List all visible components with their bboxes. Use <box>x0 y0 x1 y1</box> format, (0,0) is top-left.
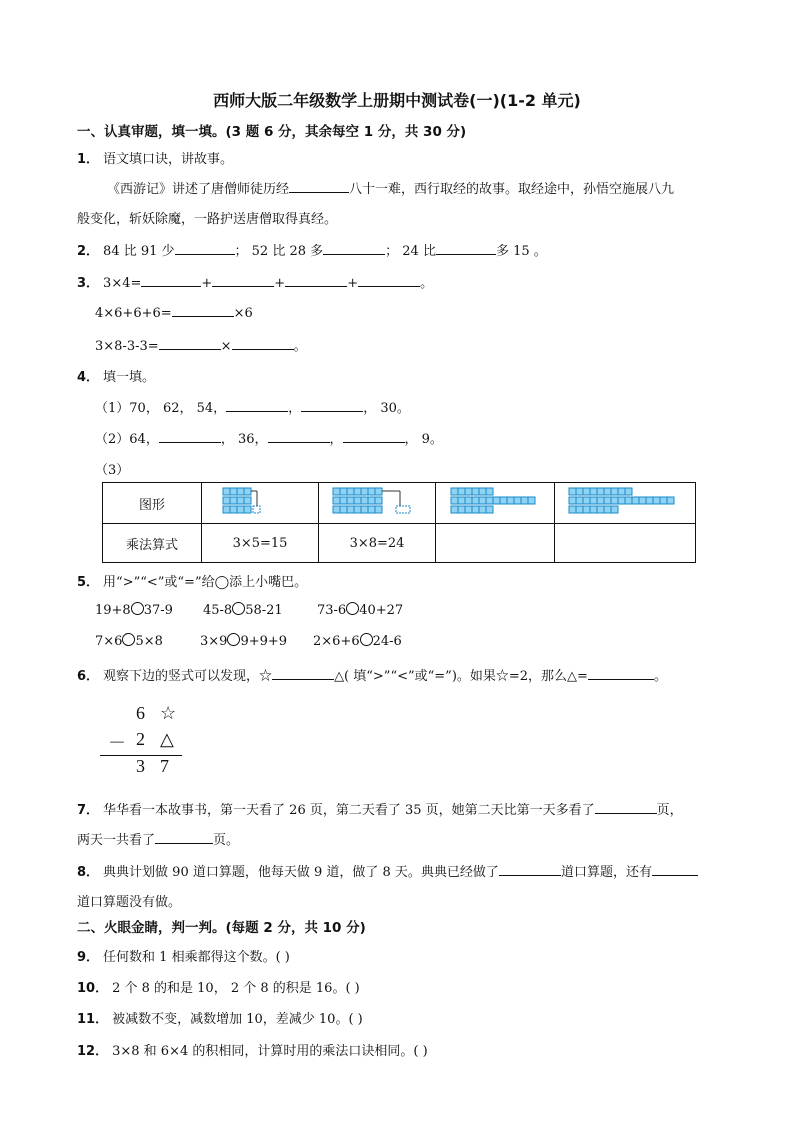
answer-blank[interactable] <box>652 863 698 876</box>
block <box>375 506 382 513</box>
text: 5×8 <box>135 634 163 649</box>
row-label: 乘法算式 <box>103 524 202 563</box>
block <box>223 497 230 504</box>
block <box>340 506 347 513</box>
block <box>479 497 486 504</box>
question-8 <box>77 861 698 880</box>
question-11 <box>77 1008 363 1027</box>
text: 华华看一本故事书，第一天看了 26 页，第二天看了 35 页，她第二天比第一天多看了 <box>103 803 595 818</box>
block <box>244 497 251 504</box>
question-3-part-c <box>95 335 307 354</box>
block <box>486 488 493 495</box>
question-2 <box>77 240 547 259</box>
text: 八十一难，西行取经的故事。取经途中，孙悟空施展八九 <box>349 182 675 197</box>
page-title: 西师大版二年级数学上册期中测试卷(一)(1-2 单元) <box>213 91 581 110</box>
block <box>604 497 611 504</box>
block <box>361 506 368 513</box>
block <box>569 488 576 495</box>
text: （2）64， <box>95 432 159 447</box>
row-label: 图形 <box>103 483 202 524</box>
answer-blank[interactable] <box>155 831 213 844</box>
block <box>611 488 618 495</box>
answer-blank[interactable] <box>343 430 405 443</box>
answer-blank[interactable] <box>226 399 288 412</box>
block <box>368 488 375 495</box>
text: ， <box>288 401 302 416</box>
formula-cell[interactable] <box>436 524 555 563</box>
block <box>253 506 260 513</box>
answer-blank[interactable] <box>588 667 654 680</box>
vertical-subtraction <box>100 703 182 782</box>
block <box>583 488 590 495</box>
section-2-heading: 二、火眼金睛，判一判。(每题 2 分，共 10 分) <box>77 920 366 936</box>
question-1 <box>77 148 233 167</box>
text: 40+27 <box>359 603 404 618</box>
plus-sign: + <box>201 276 213 291</box>
compare-circle[interactable] <box>122 633 135 646</box>
text: 。 <box>293 339 307 354</box>
digit: 3 <box>136 756 145 776</box>
digit: 2 <box>136 729 145 749</box>
text: 37-9 <box>143 603 173 618</box>
compare-item <box>200 633 287 649</box>
block <box>375 497 382 504</box>
block <box>625 497 632 504</box>
question-12 <box>77 1040 428 1059</box>
question-number: 11． <box>77 1012 109 1027</box>
text: 典典计划做 90 道口算题，他每天做 9 道，做了 8 天。典典已经做了 <box>103 865 499 880</box>
digit: 7 <box>160 756 169 776</box>
block <box>354 497 361 504</box>
block <box>347 488 354 495</box>
answer-blank[interactable] <box>268 430 330 443</box>
triangle-symbol: △ <box>160 729 174 749</box>
text: 58-21 <box>245 603 283 618</box>
block <box>230 506 237 513</box>
block <box>354 506 361 513</box>
block <box>590 497 597 504</box>
text: 。 <box>420 276 434 291</box>
block <box>521 497 528 504</box>
question-10 <box>77 977 360 996</box>
block <box>618 488 625 495</box>
block <box>486 506 493 513</box>
minus-sign: － <box>108 733 126 753</box>
text: ， 9。 <box>404 432 443 447</box>
block <box>237 488 244 495</box>
text: 19+8 <box>95 603 131 618</box>
block <box>375 488 382 495</box>
block <box>611 497 618 504</box>
answer-blank[interactable] <box>285 274 347 287</box>
question-text: 2 个 8 的和是 10， 2 个 8 的积是 16。( ) <box>112 981 360 996</box>
compare-circle[interactable] <box>346 602 359 615</box>
text: 多 15 。 <box>495 244 547 259</box>
block <box>597 488 604 495</box>
block <box>479 488 486 495</box>
block <box>590 506 597 513</box>
block <box>597 497 604 504</box>
text: ， <box>329 432 343 447</box>
block <box>223 506 230 513</box>
question-text: 语文填口诀，讲故事。 <box>103 152 234 167</box>
figure-cell <box>202 483 319 524</box>
question-3 <box>77 272 433 291</box>
answer-blank[interactable] <box>289 180 349 193</box>
figure-cell <box>555 483 696 524</box>
block <box>340 488 347 495</box>
answer-blank[interactable] <box>358 274 420 287</box>
block-figure-4 <box>563 483 687 519</box>
text: 7×6 <box>95 634 123 649</box>
answer-blank[interactable] <box>141 274 201 287</box>
table-row <box>103 524 696 563</box>
text: 页， <box>656 803 683 818</box>
question-1-line-2: 般变化，斩妖除魔，一路护送唐僧取得真经。 <box>77 212 338 227</box>
text: 9+9+9 <box>240 634 288 649</box>
question-7 <box>77 799 683 818</box>
block-figure-2 <box>327 483 427 519</box>
answer-blank[interactable] <box>595 801 657 814</box>
star-symbol: ☆ <box>160 703 177 723</box>
block <box>458 488 465 495</box>
text: ， 30。 <box>363 401 410 416</box>
text: 45-8 <box>203 603 233 618</box>
text: 73-6 <box>317 603 347 618</box>
block <box>472 506 479 513</box>
block <box>618 497 625 504</box>
question-6 <box>77 665 667 684</box>
answer-blank[interactable] <box>175 242 235 255</box>
question-number: 8． <box>77 865 100 880</box>
answer-blank[interactable] <box>272 667 334 680</box>
compare-item <box>203 602 283 618</box>
block <box>569 506 576 513</box>
question-number: 7． <box>77 803 100 818</box>
formula-cell: 3×8=24 <box>319 524 436 563</box>
block <box>472 497 479 504</box>
answer-blank[interactable] <box>436 242 496 255</box>
question-number: 6． <box>77 669 100 684</box>
block <box>458 497 465 504</box>
text: 84 比 91 少 <box>103 244 175 259</box>
question-number: 5． <box>77 575 100 590</box>
answer-blank[interactable] <box>159 337 221 350</box>
answer-blank[interactable] <box>232 337 294 350</box>
text: 页。 <box>213 833 240 848</box>
compare-circle[interactable] <box>360 633 373 646</box>
block-figure-3 <box>445 483 545 519</box>
figure-cell <box>319 483 436 524</box>
question-number: 4． <box>77 370 100 385</box>
question-8-line-2: 道口算题没有做。 <box>77 895 182 910</box>
block <box>451 506 458 513</box>
question-text: 3×8 和 6×4 的积相同，计算时用的乘法口诀相同。( ) <box>112 1044 428 1059</box>
question-text: 任何数和 1 相乘都得这个数。( ) <box>103 950 290 965</box>
block <box>237 506 244 513</box>
text: ； 24 比 <box>385 244 436 259</box>
block <box>597 506 604 513</box>
text: 2×6+6 <box>313 634 360 649</box>
block <box>465 506 472 513</box>
block <box>576 488 583 495</box>
multiplication-table <box>102 482 696 563</box>
figure-cell <box>436 483 555 524</box>
block <box>632 497 639 504</box>
text: 4×6+6+6= <box>95 306 172 321</box>
compare-item <box>95 633 163 649</box>
block <box>333 488 340 495</box>
block <box>465 488 472 495</box>
block <box>237 497 244 504</box>
question-7-line-2 <box>77 829 239 848</box>
answer-blank[interactable] <box>499 863 561 876</box>
block <box>230 497 237 504</box>
block <box>244 488 251 495</box>
compare-item <box>95 602 173 618</box>
question-text: 填一填。 <box>103 370 156 385</box>
block <box>486 497 493 504</box>
section-1-heading: 一、认真审题，填一填。(3 题 6 分，其余每空 1 分，共 30 分) <box>77 124 467 140</box>
block <box>451 488 458 495</box>
block <box>230 488 237 495</box>
compare-item <box>317 602 403 618</box>
answer-blank[interactable] <box>301 399 363 412</box>
question-4-part-1 <box>95 397 410 416</box>
block <box>493 497 500 504</box>
text: ； 52 比 28 多 <box>234 244 324 259</box>
compare-circle[interactable] <box>131 602 144 615</box>
block <box>528 497 535 504</box>
plus-sign: + <box>274 276 286 291</box>
block <box>472 488 479 495</box>
answer-blank[interactable] <box>159 430 221 443</box>
compare-circle[interactable] <box>227 633 240 646</box>
compare-item <box>313 633 402 649</box>
block <box>604 506 611 513</box>
block <box>660 497 667 504</box>
block <box>507 497 514 504</box>
text: 《西游记》讲述了唐僧师徒历经 <box>107 182 290 197</box>
text: ×6 <box>233 306 253 321</box>
block <box>576 497 583 504</box>
text: 两天一共看了 <box>77 833 156 848</box>
block <box>458 506 465 513</box>
block <box>667 497 674 504</box>
block <box>604 488 611 495</box>
text: 。 <box>653 669 667 684</box>
block <box>347 497 354 504</box>
block <box>396 506 410 513</box>
block <box>244 506 251 513</box>
text: 3×8-3-3= <box>95 339 159 354</box>
block <box>514 497 521 504</box>
question-4 <box>77 366 155 385</box>
question-number: 12． <box>77 1044 109 1059</box>
block <box>361 497 368 504</box>
compare-circle[interactable] <box>232 602 245 615</box>
block <box>340 497 347 504</box>
answer-blank[interactable] <box>212 274 274 287</box>
text: 24-6 <box>372 634 402 649</box>
text: （1）70， 62， 54， <box>95 401 227 416</box>
table-row <box>103 483 696 524</box>
block <box>590 488 597 495</box>
text: 3×9 <box>200 634 228 649</box>
question-3-part-b <box>95 304 253 321</box>
block <box>465 497 472 504</box>
block <box>361 488 368 495</box>
question-text: 用“>”“<”或“=”给◯添上小嘴巴。 <box>103 575 308 590</box>
question-4-part-2 <box>95 428 443 447</box>
block <box>653 497 660 504</box>
text: × <box>220 339 232 354</box>
text: 道口算题，还有 <box>560 865 652 880</box>
block <box>368 497 375 504</box>
answer-blank[interactable] <box>172 304 234 317</box>
question-number: 3． <box>77 276 100 291</box>
block <box>583 497 590 504</box>
text: △( 填“>”“<”或“=”)。如果☆=2，那么△= <box>334 669 588 684</box>
block <box>333 506 340 513</box>
question-5 <box>77 571 307 590</box>
formula-cell: 3×5=15 <box>202 524 319 563</box>
text: ， 36， <box>220 432 268 447</box>
block <box>368 506 375 513</box>
question-4-part-3: （3） <box>95 463 130 478</box>
block <box>569 497 576 504</box>
block <box>625 488 632 495</box>
question-number: 2． <box>77 244 100 259</box>
block <box>223 488 230 495</box>
block-figure-1 <box>215 483 305 519</box>
block <box>576 506 583 513</box>
text: 3×4= <box>103 276 142 291</box>
plus-sign: + <box>347 276 359 291</box>
block <box>451 497 458 504</box>
block <box>611 506 618 513</box>
block <box>500 497 507 504</box>
question-number: 9． <box>77 950 100 965</box>
block <box>333 497 340 504</box>
answer-blank[interactable] <box>323 242 385 255</box>
question-number: 10． <box>77 981 109 996</box>
question-number: 1． <box>77 152 100 167</box>
block <box>639 497 646 504</box>
question-text: 被减数不变，减数增加 10，差减少 10。( ) <box>112 1012 363 1027</box>
digit: 6 <box>136 703 145 723</box>
question-9 <box>77 946 290 965</box>
block <box>646 497 653 504</box>
block <box>354 488 361 495</box>
block <box>347 506 354 513</box>
formula-cell[interactable] <box>555 524 696 563</box>
block <box>583 506 590 513</box>
block <box>479 506 486 513</box>
question-1-line-1 <box>107 178 674 197</box>
text: 观察下边的竖式可以发现，☆ <box>103 669 273 684</box>
